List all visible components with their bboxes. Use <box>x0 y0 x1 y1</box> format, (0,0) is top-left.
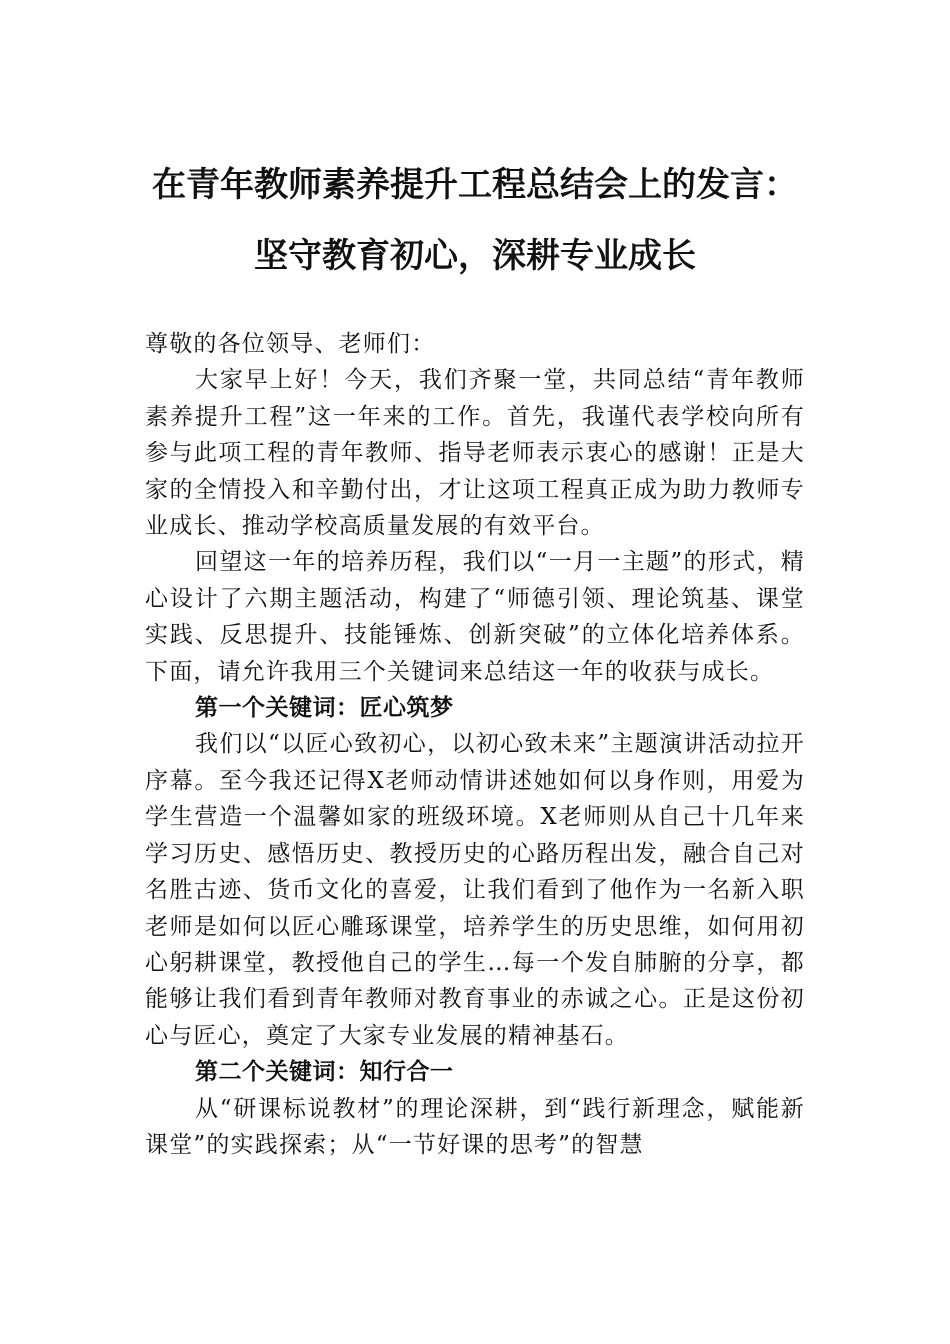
paragraph-opening: 大家早上好！今天，我们齐聚一堂，共同总结“青年教师素养提升工程”这一年来的工作。首先，我谨代表学校向所有参与此项工程的青年教师、指导老师表示衷心的感谢！正是大家的全情投入和辛勤付出，才让这项工程真正成为助力教师专业成长、推动学校高质量发展的有效平台。 <box>145 367 805 540</box>
document-title-line1: 在青年教师素养提升工程总结会上的发言： <box>152 165 798 205</box>
section-text-2: 从“研课标说教材”的理论深耕，到“践行新理念，赋能新课堂”的实践探索；从“一节好课的思考”的智慧 <box>145 1095 805 1158</box>
document-title-line2: 坚守教育初心，深耕专业成长 <box>254 236 696 276</box>
section-text-1: 我们以“以匠心致初心，以初心致未来”主题演讲活动拉开序幕。至今我还记得X老师动情讲述她如何以身作则，用爱为学生营造一个温馨如家的班级环境。X老师则从自己十几年来学习历史、感悟历史、教授历史的心路历程出发，融合自己对名胜古迹、货币文化的喜爱，让我们看到了他作为一名新入职老师是如何以匠心雕琢课堂，培养学生的历史思维，如何用初心躬耕课堂，教授他自己的学生…每一个发自肺腑的分享，都能够让我们看到青年教师对教育事业的赤诚之心。正是这份初心与匠心，奠定了大家专业发展的精神基石。 <box>145 731 805 1049</box>
section-heading-2: 第二个关键词：知行合一 <box>195 1059 454 1086</box>
document-body <box>145 326 805 1163</box>
paragraph-review: 回望这一年的培养历程，我们以“一月一主题”的形式，精心设计了六期主题活动，构建了“师德引领、理论筑基、课堂实践、反思提升、技能锤炼、创新突破”的立体化培养体系。下面，请允许我用三个关键词来总结这一年的收获与成长。 <box>145 549 805 685</box>
salutation: 尊敬的各位领导、老师们： <box>145 331 436 357</box>
section-heading-1: 第一个关键词：匠心筑梦 <box>195 695 454 722</box>
